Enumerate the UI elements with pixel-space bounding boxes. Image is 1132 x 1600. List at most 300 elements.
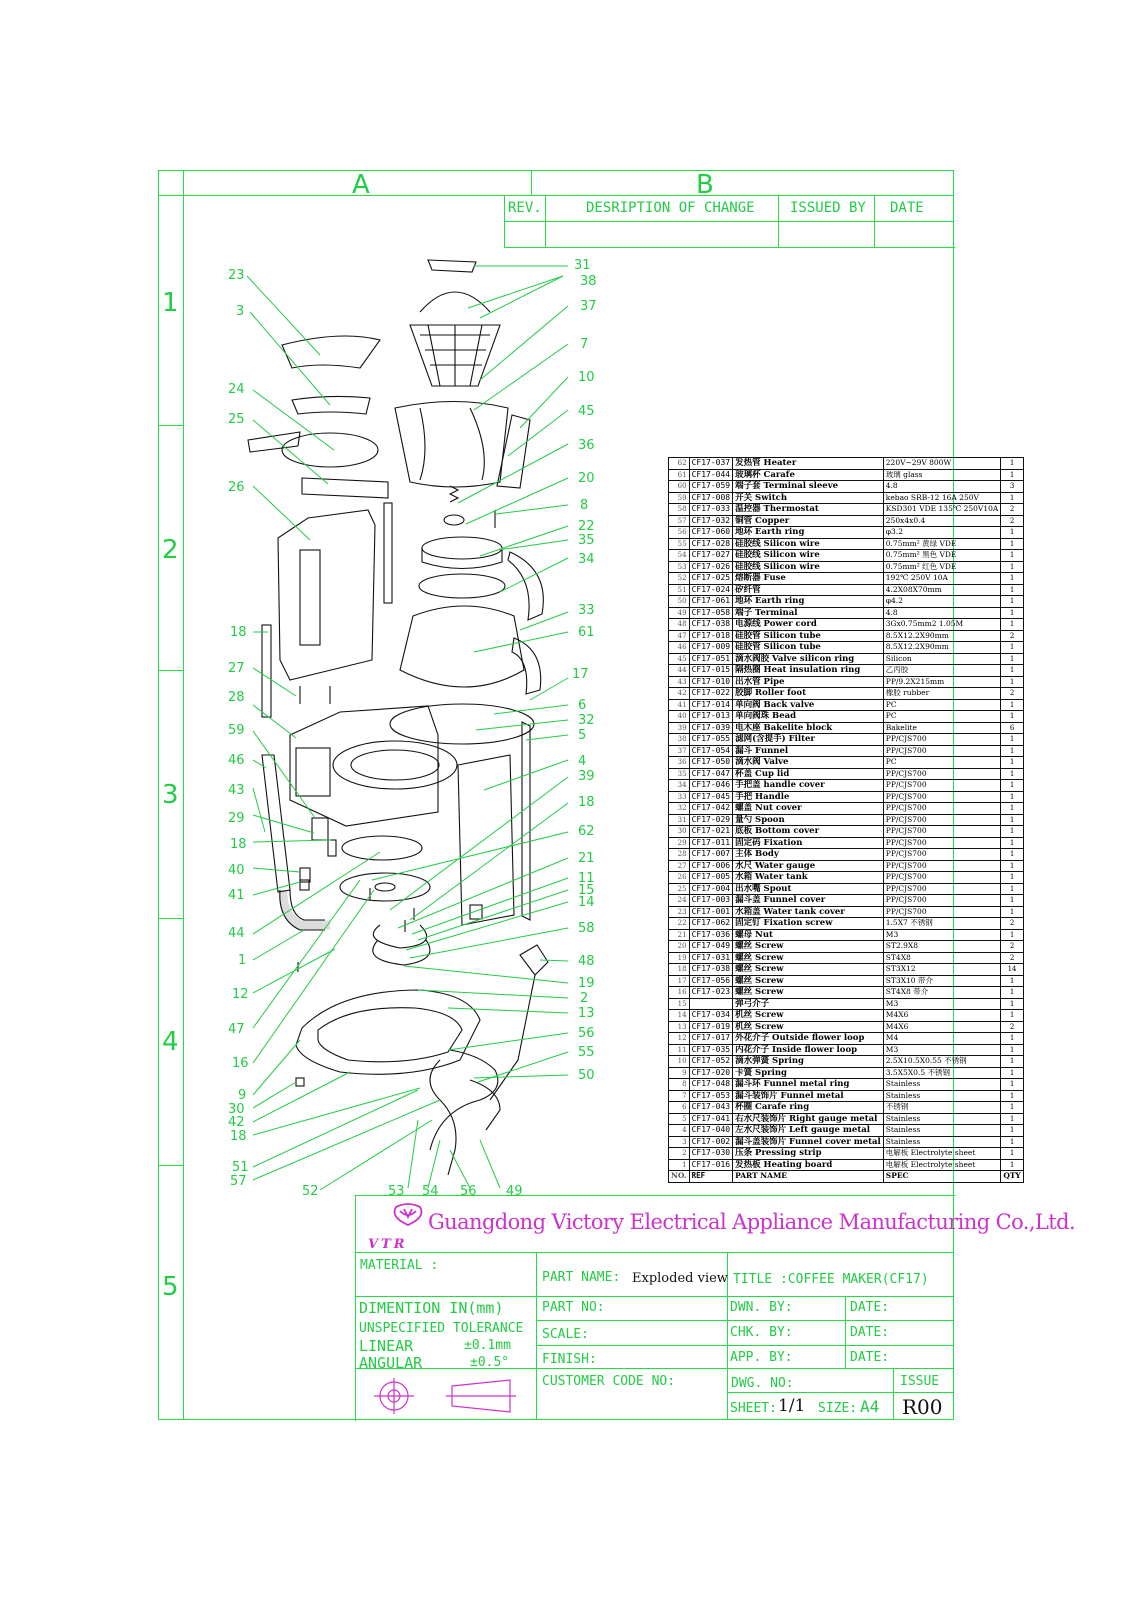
- parts-cell-spec: PP/CJS700: [883, 826, 1001, 838]
- parts-row: [669, 814, 1024, 826]
- callout-35: 35: [578, 533, 595, 548]
- parts-cell-spec: 不锈钢: [883, 1102, 1001, 1114]
- parts-cell-spec: PP/CJS700: [883, 803, 1001, 815]
- parts-cell-ref: CF17-048: [689, 1079, 733, 1091]
- callout-27: 27: [228, 661, 245, 676]
- parts-cell-ref: CF17-051: [689, 653, 733, 665]
- parts-row: [669, 1090, 1024, 1102]
- parts-cell-qty: 1: [1001, 1102, 1023, 1114]
- parts-cell-no: 6: [669, 1102, 690, 1114]
- parts-cell-qty: 1: [1001, 550, 1023, 562]
- parts-cell-qty: 2: [1001, 941, 1023, 953]
- parts-cell-spec: PP/CJS700: [883, 780, 1001, 792]
- callout-40: 40: [228, 863, 245, 878]
- parts-cell-spec: M3: [883, 929, 1001, 941]
- parts-cell-no: 19: [669, 952, 690, 964]
- parts-cell-name: 漏斗环 Funnel metal ring: [733, 1079, 884, 1091]
- callout-39: 39: [578, 769, 595, 784]
- parts-cell-no: 37: [669, 745, 690, 757]
- parts-cell-qty: 1: [1001, 1079, 1023, 1091]
- parts-row: [669, 860, 1024, 872]
- parts-cell-spec: PC: [883, 757, 1001, 769]
- app-by-label: APP. BY:: [730, 1350, 793, 1365]
- parts-cell-no: 28: [669, 849, 690, 861]
- parts-cell-spec: PP/CJS700: [883, 837, 1001, 849]
- callout-53: 53: [388, 1184, 405, 1199]
- parts-cell-qty: 1: [1001, 607, 1023, 619]
- parts-row: [669, 1044, 1024, 1056]
- parts-cell-name: 螺丝 Screw: [733, 941, 884, 953]
- callout-20: 20: [578, 471, 595, 486]
- parts-cell-spec: 橡胶 rubber: [883, 688, 1001, 700]
- parts-cell-ref: CF17-040: [689, 1125, 733, 1137]
- parts-cell-spec: PC: [883, 711, 1001, 723]
- parts-cell-qty: 2: [1001, 918, 1023, 930]
- parts-cell-qty: 6: [1001, 722, 1023, 734]
- parts-cell-qty: 2: [1001, 515, 1023, 527]
- parts-cell-name: 螺丝 Screw: [733, 975, 884, 987]
- parts-cell-ref: CF17-001: [689, 906, 733, 918]
- handle-cover: [508, 552, 543, 620]
- parts-cell-ref: CF17-039: [689, 722, 733, 734]
- parts-cell-ref: CF17-038: [689, 964, 733, 976]
- customer-code-label: CUSTOMER CODE NO:: [542, 1374, 676, 1389]
- parts-cell-spec: 0.75mm² 红色 VDE: [883, 561, 1001, 573]
- parts-cell-spec: ST2.9X8: [883, 941, 1001, 953]
- body: [290, 706, 438, 826]
- size-value: A4: [860, 1397, 880, 1416]
- parts-cell-no: 52: [669, 573, 690, 585]
- parts-cell-name: 滴水弹簧 Spring: [733, 1056, 884, 1068]
- parts-cell-name: 发热板 Heating board: [733, 1159, 884, 1171]
- parts-row: [669, 998, 1024, 1010]
- parts-cell-spec: M4: [883, 1033, 1001, 1045]
- parts-cell-name: 螺盖 Nut cover: [733, 803, 884, 815]
- parts-row: [669, 527, 1024, 539]
- spout: [248, 432, 300, 452]
- logo-text: VTR: [368, 1237, 408, 1252]
- parts-cell-qty: 1: [1001, 1125, 1023, 1137]
- parts-cell-qty: 3: [1001, 481, 1023, 493]
- parts-cell-no: 56: [669, 527, 690, 539]
- parts-cell-name: 玻璃杯 Carafe: [733, 469, 884, 481]
- date2-label: DATE:: [850, 1325, 890, 1340]
- parts-cell-no: 58: [669, 504, 690, 516]
- parts-cell-qty: 1: [1001, 849, 1023, 861]
- parts-cell-name: 外花介子 Outside flower loop: [733, 1033, 884, 1045]
- parts-cell-no: 12: [669, 1033, 690, 1045]
- hot-plate-ring: [342, 836, 422, 860]
- parts-row: [669, 630, 1024, 642]
- parts-row: [669, 1159, 1024, 1171]
- parts-cell-spec: PP/CJS700: [883, 745, 1001, 757]
- parts-row: [669, 584, 1024, 596]
- parts-cell-ref: CF17-017: [689, 1033, 733, 1045]
- parts-cell-spec: Stainless: [883, 1136, 1001, 1148]
- parts-cell-spec: 3.5X5X0.5 不锈钢: [883, 1067, 1001, 1079]
- parts-cell-name: 地环 Earth ring: [733, 527, 884, 539]
- parts-cell-ref: CF17-023: [689, 987, 733, 999]
- parts-cell-spec: 250x4x0.4: [883, 515, 1001, 527]
- grid-row-4: 4: [162, 1027, 179, 1057]
- parts-cell-name: 滤网(含提手) Filter: [733, 734, 884, 746]
- parts-cell-name: 胶脚 Roller foot: [733, 688, 884, 700]
- issue-value: R00: [902, 1395, 943, 1419]
- callout-19: 19: [578, 976, 595, 991]
- parts-cell-ref: CF17-056: [689, 975, 733, 987]
- grid-col-b: B: [696, 170, 714, 200]
- parts-cell-name: 滴水阀胶 Valve silicon ring: [733, 653, 884, 665]
- callout-22: 22: [578, 519, 595, 534]
- parts-cell-name: 单向阀 Back valve: [733, 699, 884, 711]
- parts-cell-name: 螺母 Nut: [733, 929, 884, 941]
- parts-row: [669, 561, 1024, 573]
- parts-cell-spec: φ3.2: [883, 527, 1001, 539]
- parts-cell-spec: M3: [883, 998, 1001, 1010]
- parts-cell-qty: 1: [1001, 619, 1023, 631]
- callout-51: 51: [232, 1160, 249, 1175]
- parts-row: [669, 492, 1024, 504]
- callout-10: 10: [578, 370, 595, 385]
- parts-cell-ref: CF17-020: [689, 1067, 733, 1079]
- parts-cell-name: 滴水阀 Valve: [733, 757, 884, 769]
- parts-cell-name: 出水管 Pipe: [733, 676, 884, 688]
- parts-cell-name: 螺丝 Screw: [733, 952, 884, 964]
- parts-cell-spec: M3: [883, 1044, 1001, 1056]
- parts-cell-qty: 1: [1001, 780, 1023, 792]
- parts-cell-ref: CF17-059: [689, 481, 733, 493]
- drawing-title: TITLE :COFFEE MAKER(CF17): [733, 1272, 929, 1287]
- parts-cell-no: 53: [669, 561, 690, 573]
- parts-row: [669, 780, 1024, 792]
- callout-62: 62: [578, 824, 595, 839]
- callout-44: 44: [228, 926, 245, 941]
- parts-cell-spec: 3Gx0.75mm2 1.05M: [883, 619, 1001, 631]
- parts-cell-no: 42: [669, 688, 690, 700]
- parts-cell-ref: CF17-002: [689, 1136, 733, 1148]
- parts-row: [669, 906, 1024, 918]
- parts-cell-spec: PP/CJS700: [883, 883, 1001, 895]
- parts-row: [669, 481, 1024, 493]
- parts-cell-ref: CF17-036: [689, 929, 733, 941]
- parts-cell-no: 23: [669, 906, 690, 918]
- parts-cell-qty: 1: [1001, 1148, 1023, 1160]
- parts-cell-ref: CF17-011: [689, 837, 733, 849]
- parts-cell-name: 卡簧 Spring: [733, 1067, 884, 1079]
- sheet-label: SHEET:: [730, 1401, 777, 1416]
- dimension-label: DIMENTION IN(mm): [359, 1299, 504, 1317]
- callout-23: 23: [228, 268, 245, 283]
- parts-cell-spec: ST3X12: [883, 964, 1001, 976]
- part-name-label: PART NAME:: [542, 1270, 621, 1285]
- parts-row: [669, 607, 1024, 619]
- parts-cell-ref: CF17-031: [689, 952, 733, 964]
- parts-cell-name: 水箱 Water tank: [733, 872, 884, 884]
- parts-cell-qty: 1: [1001, 469, 1023, 481]
- funnel-cover: [282, 433, 378, 467]
- cup-lid: [419, 574, 505, 598]
- dwg-no-label: DWG. NO:: [731, 1376, 794, 1391]
- callout-61: 61: [578, 625, 595, 640]
- parts-cell-name: 端子 Terminal: [733, 607, 884, 619]
- parts-cell-name: 水箱盖 Water tank cover: [733, 906, 884, 918]
- callout-38: 38: [580, 274, 597, 289]
- parts-row: [669, 837, 1024, 849]
- parts-cell-no: 22: [669, 918, 690, 930]
- parts-cell-no: 33: [669, 791, 690, 803]
- parts-cell-ref: CF17-005: [689, 872, 733, 884]
- parts-cell-no: 43: [669, 676, 690, 688]
- parts-cell-name: 固定码 Fixation: [733, 837, 884, 849]
- callout-56b: 56: [460, 1184, 477, 1199]
- parts-cell-qty: 1: [1001, 573, 1023, 585]
- parts-cell-qty: 1: [1001, 458, 1023, 470]
- company-name: Guangdong Victory Electrical Appliance Manufacturing Co.,Ltd.: [428, 1210, 1076, 1234]
- parts-cell-name: 硅胶线 Silicon wire: [733, 538, 884, 550]
- parts-row: [669, 469, 1024, 481]
- parts-cell-ref: CF17-043: [689, 1102, 733, 1114]
- parts-row: [669, 1148, 1024, 1160]
- date3-label: DATE:: [850, 1350, 890, 1365]
- parts-cell-ref: CF17-052: [689, 1056, 733, 1068]
- parts-cell-no: 36: [669, 757, 690, 769]
- linear-label: LINEAR: [359, 1337, 414, 1355]
- callout-43: 43: [228, 783, 245, 798]
- part-no-label: PART NO:: [542, 1300, 605, 1315]
- parts-cell-name: 漏斗装饰片 Funnel metal: [733, 1090, 884, 1102]
- parts-cell-ref: CF17-021: [689, 826, 733, 838]
- callout-32: 32: [578, 713, 595, 728]
- parts-row: [669, 952, 1024, 964]
- parts-row: [669, 895, 1024, 907]
- pipe: [262, 755, 290, 892]
- parts-row: [669, 757, 1024, 769]
- parts-row: [669, 550, 1024, 562]
- parts-cell-ref: CF17-026: [689, 561, 733, 573]
- parts-cell-name: 熔断器 Fuse: [733, 573, 884, 585]
- description-label: DESRIPTION OF CHANGE: [586, 200, 755, 216]
- callout-52: 52: [302, 1184, 319, 1199]
- parts-cell-ref: [689, 998, 733, 1010]
- parts-cell-no: 13: [669, 1021, 690, 1033]
- callout-1: 1: [238, 953, 247, 968]
- callout-18b: 18: [230, 837, 247, 852]
- parts-cell-spec: PP/CJS700: [883, 791, 1001, 803]
- issued-by-label: ISSUED BY: [790, 200, 866, 216]
- parts-cell-ref: CF17-044: [689, 469, 733, 481]
- parts-cell-ref: CF17-014: [689, 699, 733, 711]
- callout-49: 49: [506, 1184, 523, 1199]
- parts-cell-no: 29: [669, 837, 690, 849]
- parts-cell-qty: 2: [1001, 504, 1023, 516]
- callout-16: 16: [232, 1056, 249, 1071]
- parts-cell-no: 45: [669, 653, 690, 665]
- parts-cell-no: 20: [669, 941, 690, 953]
- parts-cell-spec: 电解板 Electrolyte sheet: [883, 1159, 1001, 1171]
- parts-cell-spec: ST4X8: [883, 952, 1001, 964]
- parts-row: [669, 803, 1024, 815]
- parts-cell-spec: Stainless: [883, 1113, 1001, 1125]
- parts-row: [669, 699, 1024, 711]
- parts-cell-qty: 1: [1001, 492, 1023, 504]
- parts-cell-qty: 1: [1001, 1136, 1023, 1148]
- date1-label: DATE:: [850, 1300, 890, 1315]
- parts-cell-spec: Stainless: [883, 1125, 1001, 1137]
- parts-cell-spec: PP/CJS700: [883, 734, 1001, 746]
- parts-cell-ref: CF17-037: [689, 458, 733, 470]
- parts-cell-spec: 8.5X12.2X90mm: [883, 630, 1001, 642]
- parts-cell-qty: 1: [1001, 1044, 1023, 1056]
- scale-label: SCALE:: [542, 1327, 589, 1342]
- parts-cell-spec: Stainless: [883, 1090, 1001, 1102]
- parts-cell-ref: CF17-003: [689, 895, 733, 907]
- parts-cell-qty: 1: [1001, 1159, 1023, 1171]
- parts-row: [669, 1079, 1024, 1091]
- parts-cell-qty: 1: [1001, 745, 1023, 757]
- grid-row-2: 2: [162, 535, 179, 565]
- parts-cell-qty: 1: [1001, 803, 1023, 815]
- parts-cell-no: 40: [669, 711, 690, 723]
- callout-6: 6: [578, 698, 587, 713]
- callout-47: 47: [228, 1022, 245, 1037]
- parts-cell-name: 弹弓介子: [733, 998, 884, 1010]
- parts-cell-name: 漏斗盖 Funnel cover: [733, 895, 884, 907]
- parts-cell-spec: 4.2X08X70mm: [883, 584, 1001, 596]
- parts-cell-name: 机丝 Screw: [733, 1021, 884, 1033]
- parts-cell-qty: 14: [1001, 964, 1023, 976]
- parts-header-ref: REF: [689, 1171, 733, 1183]
- parts-cell-spec: PP/9.2X215mm: [883, 676, 1001, 688]
- parts-cell-qty: 1: [1001, 975, 1023, 987]
- parts-cell-no: 60: [669, 481, 690, 493]
- carafe: [400, 606, 524, 687]
- parts-cell-no: 10: [669, 1056, 690, 1068]
- parts-cell-qty: 1: [1001, 860, 1023, 872]
- parts-cell-qty: 1: [1001, 791, 1023, 803]
- parts-cell-spec: M4X6: [883, 1021, 1001, 1033]
- callout-18c: 18: [230, 1129, 247, 1144]
- issue-label: ISSUE: [900, 1374, 940, 1389]
- parts-cell-name: 硅胶管 Silicon tube: [733, 630, 884, 642]
- parts-row: [669, 665, 1024, 677]
- callout-34: 34: [578, 552, 595, 567]
- parts-cell-no: 31: [669, 814, 690, 826]
- carafe-ring: [422, 537, 502, 559]
- parts-cell-no: 51: [669, 584, 690, 596]
- parts-cell-qty: 1: [1001, 768, 1023, 780]
- callout-45: 45: [578, 404, 595, 419]
- parts-cell-spec: PC: [883, 699, 1001, 711]
- angular-value: ±0.5°: [470, 1355, 510, 1370]
- parts-row: [669, 883, 1024, 895]
- parts-row: [669, 1113, 1024, 1125]
- parts-row: [669, 642, 1024, 654]
- parts-row: [669, 458, 1024, 470]
- parts-cell-spec: ST4X8 带介: [883, 987, 1001, 999]
- parts-cell-name: 杯圈 Carafe ring: [733, 1102, 884, 1114]
- parts-cell-qty: 1: [1001, 642, 1023, 654]
- parts-row: [669, 849, 1024, 861]
- parts-cell-name: 水尺 Water gauge: [733, 860, 884, 872]
- parts-cell-qty: 1: [1001, 929, 1023, 941]
- parts-cell-ref: CF17-019: [689, 1021, 733, 1033]
- parts-cell-spec: 4.8: [883, 481, 1001, 493]
- callout-21: 21: [578, 851, 595, 866]
- callout-12: 12: [232, 987, 249, 1002]
- parts-cell-name: 端子套 Terminal sleeve: [733, 481, 884, 493]
- parts-cell-spec: M4X6: [883, 1010, 1001, 1022]
- parts-cell-qty: 1: [1001, 1033, 1023, 1045]
- parts-row: [669, 538, 1024, 550]
- parts-cell-no: 16: [669, 987, 690, 999]
- parts-cell-qty: 1: [1001, 561, 1023, 573]
- callout-50: 50: [578, 1068, 595, 1083]
- parts-cell-name: 底板 Bottom cover: [733, 826, 884, 838]
- parts-cell-ref: CF17-013: [689, 711, 733, 723]
- parts-cell-no: 39: [669, 722, 690, 734]
- parts-cell-no: 48: [669, 619, 690, 631]
- parts-cell-no: 25: [669, 883, 690, 895]
- parts-cell-ref: CF17-009: [689, 642, 733, 654]
- parts-cell-no: 2: [669, 1148, 690, 1160]
- parts-cell-qty: 1: [1001, 895, 1023, 907]
- parts-cell-name: 机丝 Screw: [733, 1010, 884, 1022]
- parts-cell-ref: CF17-024: [689, 584, 733, 596]
- parts-cell-no: 49: [669, 607, 690, 619]
- parts-cell-ref: CF17-062: [689, 918, 733, 930]
- parts-cell-ref: CF17-041: [689, 1113, 733, 1125]
- water-tank: [278, 510, 375, 680]
- parts-cell-spec: 220V~29V 800W: [883, 458, 1001, 470]
- parts-cell-name: 螺丝 Screw: [733, 987, 884, 999]
- rev-label: REV.: [508, 200, 542, 216]
- projection-symbol-icon: [370, 1376, 530, 1416]
- parts-cell-name: 压条 Pressing strip: [733, 1148, 884, 1160]
- parts-cell-ref: CF17-010: [689, 676, 733, 688]
- callout-48: 48: [578, 954, 595, 969]
- parts-cell-ref: CF17-049: [689, 941, 733, 953]
- parts-cell-name: 量勺 Spoon: [733, 814, 884, 826]
- parts-cell-qty: 1: [1001, 734, 1023, 746]
- callout-37: 37: [580, 299, 597, 314]
- parts-cell-no: 47: [669, 630, 690, 642]
- parts-row: [669, 941, 1024, 953]
- callout-29: 29: [228, 811, 245, 826]
- callout-17: 17: [572, 667, 589, 682]
- parts-cell-spec: 1.5X7 不锈钢: [883, 918, 1001, 930]
- finish-label: FINISH:: [542, 1352, 597, 1367]
- parts-cell-ref: CF17-045: [689, 791, 733, 803]
- parts-cell-no: 7: [669, 1090, 690, 1102]
- parts-cell-spec: Silicon: [883, 653, 1001, 665]
- parts-cell-ref: CF17-006: [689, 860, 733, 872]
- parts-cell-qty: 1: [1001, 676, 1023, 688]
- parts-cell-qty: 1: [1001, 837, 1023, 849]
- parts-cell-no: 38: [669, 734, 690, 746]
- parts-cell-spec: 192℃ 250V 10A: [883, 573, 1001, 585]
- sheet-value: 1/1: [778, 1396, 806, 1416]
- parts-cell-no: 59: [669, 492, 690, 504]
- parts-row: [669, 791, 1024, 803]
- grid-row-3: 3: [162, 780, 179, 810]
- parts-cell-name: 电源线 Power cord: [733, 619, 884, 631]
- callout-9: 9: [238, 1088, 247, 1103]
- callout-36: 36: [578, 438, 595, 453]
- parts-cell-qty: 1: [1001, 906, 1023, 918]
- callout-11: 11: [578, 871, 595, 886]
- parts-row: [669, 1067, 1024, 1079]
- parts-cell-name: 左水尺装饰片 Left gauge metal: [733, 1125, 884, 1137]
